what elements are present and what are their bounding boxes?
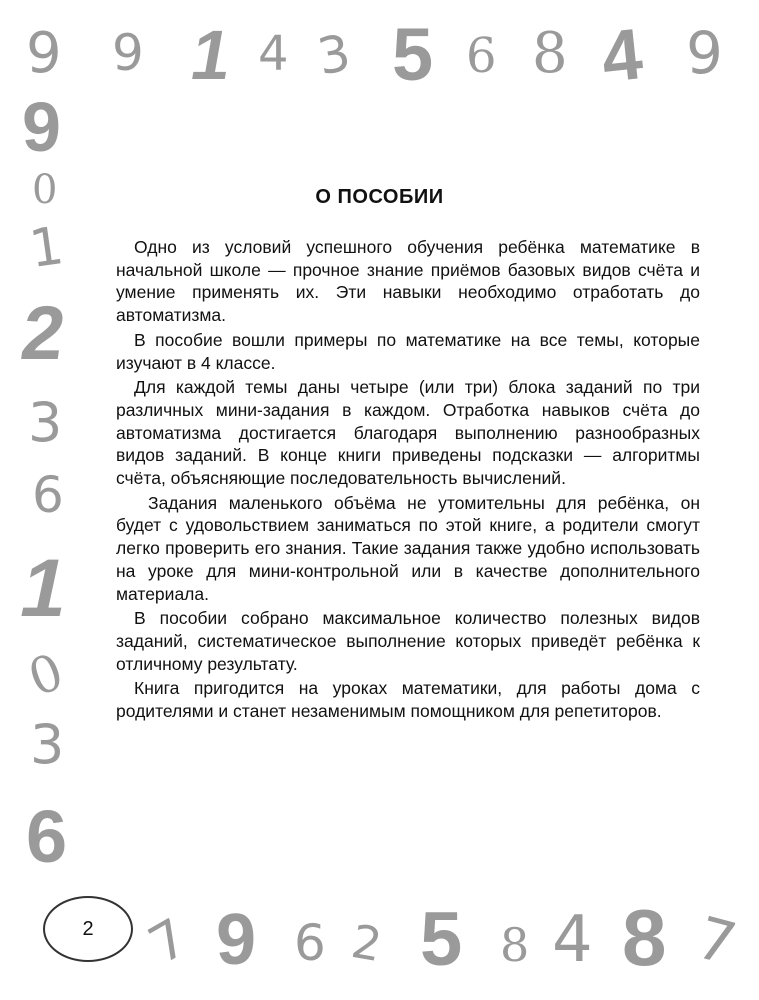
page-number: 2	[82, 917, 94, 940]
decor-digit: 7	[689, 903, 744, 979]
page-title: О ПОСОБИИ	[315, 186, 444, 208]
decor-digit: 4	[552, 903, 593, 977]
decor-digit: 4	[258, 26, 289, 82]
decor-digit: 1	[185, 16, 238, 94]
paragraph: В пособие вошли примеры по математике на все темы, которые изучают в 4 классе.	[116, 329, 700, 373]
paragraph: Для каждой темы даны четыре (или три) блока заданий по три различных мини-задания в каждом. Отработка навыков счёта до автоматизма достигается благодаря выполнению разнообразных видов заданий. В конце книги приведены подсказки — алгоритмы счёта, объясняющие последовательность вычислений.	[116, 377, 700, 489]
decor-digit: 3	[30, 713, 65, 776]
decor-digit: 0	[32, 167, 58, 213]
body-text	[116, 236, 700, 725]
decor-digit: 8	[500, 918, 530, 972]
decor-digit: 8	[532, 21, 568, 86]
decor-digit: 8	[622, 893, 667, 982]
decor-digit: 0	[21, 642, 71, 708]
decor-digit: 3	[28, 391, 63, 454]
decor-digit: 9	[22, 88, 61, 166]
paragraph: Книга пригодится на уроках математики, для работы дома с родителями и станет незаменимым помощником для репетиторов.	[116, 678, 700, 722]
page-number-badge	[43, 896, 133, 962]
paragraph: Одно из условий успешного обучения ребёнка математике в начальной школе — прочное знание приёмов базовых видов счёта и умение применять их. Эти навыки необходимо отработать до автоматизма.	[116, 237, 700, 326]
decor-digit: 6	[26, 795, 68, 878]
decor-digit: 9	[686, 19, 723, 87]
decor-digit: 5	[392, 13, 434, 96]
decor-digit: 4	[597, 14, 647, 98]
decor-digit: 6	[294, 914, 326, 972]
decor-digit: 9	[216, 900, 257, 980]
decor-digit: 6	[466, 28, 497, 84]
decor-digit: 1	[12, 543, 78, 634]
decor-digit: 2	[347, 913, 386, 973]
decor-digit: 3	[313, 23, 355, 87]
paragraph: Задания маленького объёма не утомительны для ребёнка, он будет с удовольствием заниматься по этой книге, а родители смогут легко проверить его знания. Такие задания также удобно использовать на уроке для мини-контрольной или в качестве дополнительного материала.	[116, 492, 700, 604]
decor-digit: 9	[112, 24, 144, 82]
decor-digit: 6	[32, 466, 64, 524]
decor-digit: 5	[420, 897, 463, 982]
decor-digit: 1	[25, 215, 68, 281]
paragraph: В пособии собрано максимальное количество полезных видов заданий, систематическое выполнение которых приведёт ребёнка к отличному результату.	[116, 608, 700, 674]
decor-digit: 9	[26, 21, 62, 86]
decor-digit: 7	[139, 907, 198, 977]
decor-digit: 2	[16, 291, 71, 376]
